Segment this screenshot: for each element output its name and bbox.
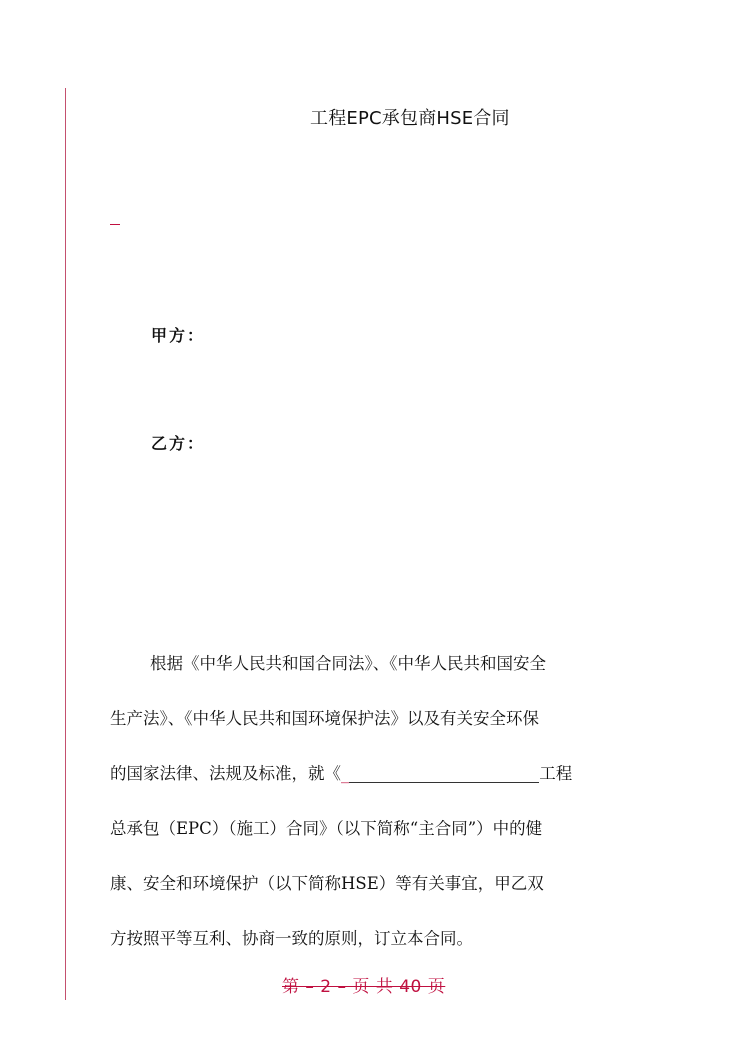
preamble-line-5: 康、安全和环境保护（以下简称HSE）等有关事宜，甲乙双 <box>110 874 544 893</box>
preamble-line-2: 生产法》、《中华人民共和国环境保护法》以及有关安全环保 <box>110 709 539 728</box>
preamble-line-6: 方按照平等互利、协商一致的原则，订立本合同。 <box>110 929 473 948</box>
preamble-line-4: 总承包（EPC）（施工）合同》（以下简称“主合同”）中的健 <box>110 819 543 838</box>
party-b-label: 乙方： <box>151 434 206 453</box>
document-title: 工程EPC承包商HSE合同 <box>310 108 510 129</box>
preamble-line-3-prefix: 的国家法律、法规及标准，就《 <box>110 764 341 783</box>
page-number-footer: 第 – 2 – 页 共 40 页 <box>282 977 446 997</box>
page-margin-line <box>65 88 66 1000</box>
preamble-line-1: 根据《中华人民共和国合同法》、《中华人民共和国安全 <box>150 654 546 673</box>
contract-preamble <box>110 646 640 976</box>
preamble-line-3 <box>110 756 640 792</box>
revision-mark <box>110 224 120 225</box>
revision-underscore-mark: _ <box>341 764 350 783</box>
party-a-label: 甲方： <box>151 326 206 345</box>
preamble-line-3-suffix: 工程 <box>539 764 573 783</box>
project-name-blank[interactable] <box>349 762 539 783</box>
